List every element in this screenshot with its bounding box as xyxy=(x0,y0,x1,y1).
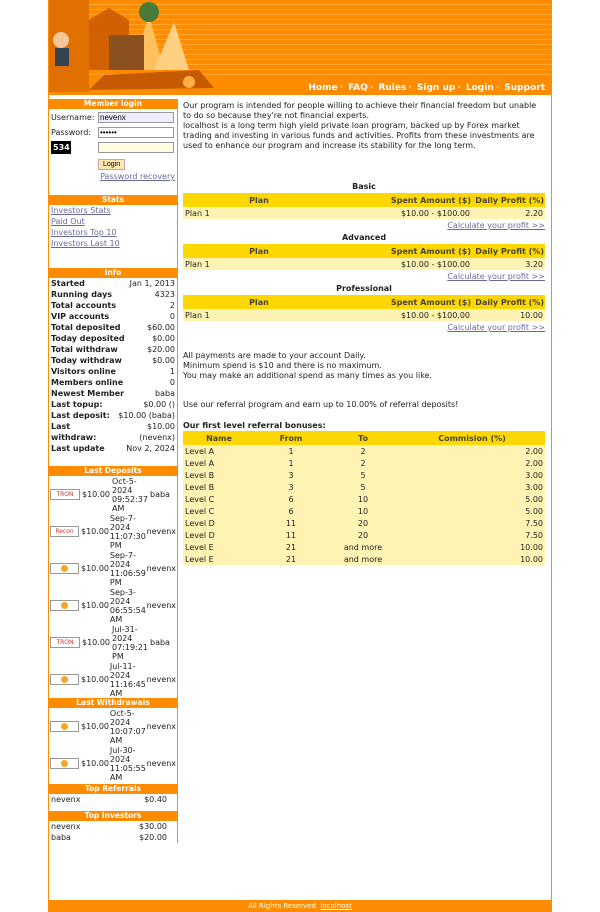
password-input[interactable] xyxy=(98,127,174,138)
nav-signup[interactable]: Sign up xyxy=(416,83,456,93)
top-investors-list xyxy=(49,821,177,843)
info-key: Members online xyxy=(51,378,124,387)
ref-col-name: Name xyxy=(183,431,255,445)
payment-method-icon xyxy=(50,721,79,732)
nav-rules[interactable]: Rules xyxy=(378,83,407,93)
referral-row xyxy=(183,517,545,529)
ref-from: 21 xyxy=(255,541,327,553)
captcha-input[interactable] xyxy=(98,142,174,153)
stats-links xyxy=(49,205,177,249)
ref-to: 2 xyxy=(327,457,399,469)
plan-profit: 3.20 xyxy=(472,258,545,270)
transaction-user: nevenx xyxy=(146,675,177,684)
ref-level: Level B xyxy=(183,469,255,481)
payment-method-icon: TRON xyxy=(50,637,80,648)
transaction-amount: $10.00 xyxy=(81,759,109,768)
nav-faq[interactable]: FAQ xyxy=(348,83,368,93)
plan-col-header: Daily Profit (%) xyxy=(472,244,545,258)
ref-level: Level A xyxy=(183,445,255,457)
sidebar xyxy=(49,99,178,843)
info-value: 4323 xyxy=(154,290,175,299)
transaction-row xyxy=(49,587,177,624)
payment-method-icon: TRON xyxy=(50,489,80,500)
ref-commission: 7.50 xyxy=(399,529,545,541)
info-key: Today deposited xyxy=(51,334,125,343)
coin-icon xyxy=(61,723,68,730)
paid-out-link[interactable]: Paid Out xyxy=(51,217,85,226)
password-recovery-link[interactable]: Password recovery xyxy=(100,172,175,181)
ref-to: 10 xyxy=(327,505,399,517)
plan-col-header: Spent Amount ($) xyxy=(335,193,472,207)
plan-name: Plan 1 xyxy=(183,207,335,219)
referral-row xyxy=(183,529,545,541)
plan-table xyxy=(183,295,545,321)
transaction-date: Sep-7-2024 11:06:59 PM xyxy=(109,550,146,587)
plan-row xyxy=(183,207,545,219)
info-row xyxy=(49,322,177,333)
plan-col-header: Spent Amount ($) xyxy=(335,295,472,309)
plan-col-header: Daily Profit (%) xyxy=(472,193,545,207)
payment-line-1: All payments are made to your account Daily. xyxy=(183,351,366,360)
transaction-amount: $10.00 xyxy=(81,601,109,610)
footer-text: All Rights Reserved. xyxy=(248,902,319,910)
plan-name: Plan 1 xyxy=(183,309,335,321)
info-value: Nov 2, 2024 xyxy=(126,444,175,453)
top-amount: $30.00 xyxy=(139,822,167,831)
transaction-date: Sep-3-2024 06:55:54 AM xyxy=(109,587,146,624)
transaction-date: Oct-5-2024 10:07:07 AM xyxy=(109,708,146,745)
header-logo-graphic xyxy=(49,0,219,92)
transaction-date: Oct-5-2024 09:52:37 AM xyxy=(112,476,148,513)
info-row xyxy=(49,355,177,366)
info-row xyxy=(49,289,177,300)
info-row xyxy=(49,333,177,344)
ref-level: Level E xyxy=(183,541,255,553)
info-row xyxy=(49,399,177,410)
info-row xyxy=(49,300,177,311)
calculate-profit-link[interactable]: Calculate your profit >> xyxy=(447,221,545,230)
transaction-date: Jul-30-2024 11:05:55 AM xyxy=(109,745,146,782)
plan-title: Professional xyxy=(336,284,392,293)
page xyxy=(48,0,552,912)
ref-from: 11 xyxy=(255,529,327,541)
investors-top10-link[interactable]: Investors Top 10 xyxy=(51,228,117,237)
ref-commission: 10.00 xyxy=(399,553,545,565)
info-key: Visitors online xyxy=(51,367,116,376)
transaction-amount: $10.00 xyxy=(81,564,109,573)
transaction-row xyxy=(49,745,177,782)
payment-line-2: Minimum spend is $10 and there is no maximum. xyxy=(183,361,382,370)
transaction-row xyxy=(49,708,177,745)
nav-home[interactable]: Home xyxy=(308,83,338,93)
plan-amount: $10.00 - $100.00 xyxy=(335,309,472,321)
ref-to: 20 xyxy=(327,517,399,529)
payment-line-3: You may make an additional spend as many times as you like. xyxy=(183,371,433,380)
info-value: $0.00 xyxy=(152,334,175,343)
login-button[interactable]: Login xyxy=(98,159,125,170)
captcha-image: 534 xyxy=(53,143,70,152)
payment-method-icon xyxy=(50,674,79,685)
top-row xyxy=(49,794,177,805)
ref-to: and more xyxy=(327,541,399,553)
top-amount: $20.00 xyxy=(139,833,167,842)
coin-icon xyxy=(61,676,68,683)
ref-col-commission: Commision (%) xyxy=(399,431,545,445)
plan-row xyxy=(183,309,545,321)
referral-row xyxy=(183,493,545,505)
plan-row xyxy=(183,258,545,270)
transaction-row xyxy=(49,476,177,513)
transaction-row xyxy=(49,624,177,661)
ref-from: 21 xyxy=(255,553,327,565)
referral-row xyxy=(183,457,545,469)
info-value: 0 xyxy=(169,312,175,321)
info-value: Jan 1, 2013 xyxy=(129,279,175,288)
plan-title: Advanced xyxy=(341,233,387,242)
info-value: $10.00 (nevenx) xyxy=(139,422,175,442)
top-referrals-list xyxy=(49,794,177,805)
last-deposits-list xyxy=(49,476,177,698)
info-key: Total withdraw xyxy=(51,345,118,354)
footer xyxy=(49,900,551,912)
info-value: baba xyxy=(155,389,175,398)
transaction-row xyxy=(49,550,177,587)
plan-col-header: Daily Profit (%) xyxy=(472,295,545,309)
last-withdrawals-list xyxy=(49,708,177,782)
ref-level: Level A xyxy=(183,457,255,469)
info-title: Info xyxy=(49,268,177,278)
referral-program-text: Use our referral program and earn up to 10.00% of referral deposits! xyxy=(183,400,459,409)
info-row xyxy=(49,388,177,399)
info-key: Newest Member xyxy=(51,389,125,398)
top-name: baba xyxy=(51,833,71,842)
payment-method-icon xyxy=(50,563,79,574)
investors-stats-link[interactable]: Investors Stats xyxy=(51,206,111,215)
info-value: $0.00 xyxy=(152,356,175,365)
ref-to: and more xyxy=(327,553,399,565)
payment-method-icon xyxy=(50,758,79,769)
info-row xyxy=(49,410,177,421)
referral-row xyxy=(183,481,545,493)
ref-from: 6 xyxy=(255,493,327,505)
ref-from: 11 xyxy=(255,517,327,529)
top-name: nevenx xyxy=(51,822,81,831)
referral-row xyxy=(183,469,545,481)
username-input[interactable] xyxy=(98,112,174,123)
info-value: $0.00 () xyxy=(143,400,175,409)
referral-row xyxy=(183,445,545,457)
info-key: Started xyxy=(51,279,85,288)
top-amount: $0.40 xyxy=(144,795,167,804)
ref-to: 10 xyxy=(327,493,399,505)
top-row xyxy=(49,832,177,843)
top-name: nevenx xyxy=(51,795,81,804)
plan-table xyxy=(183,244,545,270)
info-key: Last topup: xyxy=(51,400,103,409)
ref-from: 1 xyxy=(255,457,327,469)
calculate-profit-link[interactable]: Calculate your profit >> xyxy=(447,323,545,332)
stats-title: Stats xyxy=(49,195,177,205)
top-investors-title: Top Investors xyxy=(49,811,177,821)
transaction-amount: $10.00 xyxy=(82,490,110,499)
ref-from: 3 xyxy=(255,469,327,481)
ref-commission: 5.00 xyxy=(399,493,545,505)
ref-from: 3 xyxy=(255,481,327,493)
plan-name: Plan 1 xyxy=(183,258,335,270)
ref-from: 6 xyxy=(255,505,327,517)
ref-from: 1 xyxy=(255,445,327,457)
intro-text: Our program is intended for people willing to achieve their financial freedom but unable to do so because they're not financial experts. xyxy=(183,101,537,120)
plans-section xyxy=(183,181,545,334)
info-row xyxy=(49,278,177,289)
password-label: Password: xyxy=(51,128,92,137)
plan-col-header: Plan xyxy=(183,244,335,258)
ref-commission: 7.50 xyxy=(399,517,545,529)
plan-col-header: Plan xyxy=(183,193,335,207)
transaction-amount: $10.00 xyxy=(81,527,109,536)
info-row xyxy=(49,366,177,377)
top-row xyxy=(49,821,177,832)
info-value: 0 xyxy=(169,378,175,387)
info-row xyxy=(49,344,177,355)
info-row xyxy=(49,421,177,443)
username-label: Username: xyxy=(51,113,95,122)
info-key: Total deposited xyxy=(51,323,121,332)
info-list xyxy=(49,278,177,454)
coin-icon xyxy=(61,565,68,572)
info-key: Last deposit: xyxy=(51,411,110,420)
referral-table xyxy=(183,431,545,565)
transaction-user: baba xyxy=(150,638,170,647)
transaction-date: Sep-7-2024 11:07:30 PM xyxy=(109,513,146,550)
intro-text-2: localhost is a long term high yield private loan program, backed up by Forex market trading and investing in various funds and activities. Profits from these investments are used to enhance our program and increase its stability for the long term. xyxy=(183,121,535,150)
ref-level: Level C xyxy=(183,493,255,505)
last-deposits-title: Last Deposits xyxy=(49,466,177,476)
last-withdrawals-title: Last Withdrawals xyxy=(49,698,177,708)
info-value: $20.00 xyxy=(147,345,175,354)
coin-icon xyxy=(61,760,68,767)
plan-title: Basic xyxy=(352,182,376,191)
ref-level: Level E xyxy=(183,553,255,565)
referral-row xyxy=(183,505,545,517)
info-key: Total accounts xyxy=(51,301,116,310)
plan-profit: 2.20 xyxy=(472,207,545,219)
info-value: $60.00 xyxy=(147,323,175,332)
transaction-amount: $10.00 xyxy=(82,638,110,647)
ref-commission: 10.00 xyxy=(399,541,545,553)
ref-to: 2 xyxy=(327,445,399,457)
transaction-user: nevenx xyxy=(146,564,177,573)
header xyxy=(49,0,551,95)
transaction-user: baba xyxy=(150,490,170,499)
ref-commission: 2.00 xyxy=(399,457,545,469)
info-row xyxy=(49,443,177,454)
info-key: Last withdraw: xyxy=(51,422,97,442)
info-value: 2 xyxy=(169,301,175,310)
calculate-profit-link[interactable]: Calculate your profit >> xyxy=(447,272,545,281)
referral-row xyxy=(183,541,545,553)
info-key: Running days xyxy=(51,290,113,299)
info-key: VIP accounts xyxy=(51,312,110,321)
ref-level: Level C xyxy=(183,505,255,517)
ref-col-to: To xyxy=(327,431,399,445)
transaction-row xyxy=(49,661,177,698)
plan-col-header: Spent Amount ($) xyxy=(335,244,472,258)
nav-login[interactable]: Login xyxy=(465,83,494,93)
payment-method-icon: Recon xyxy=(50,526,79,537)
ref-commission: 5.00 xyxy=(399,505,545,517)
info-value: 1 xyxy=(169,367,175,376)
transaction-row xyxy=(49,513,177,550)
footer-link[interactable]: localhost xyxy=(320,902,352,910)
payment-method-icon xyxy=(50,600,79,611)
info-value: $10.00 (baba) xyxy=(118,411,175,420)
plan-profit: 10.00 xyxy=(472,309,545,321)
info-row xyxy=(49,311,177,322)
ref-to: 5 xyxy=(327,481,399,493)
coin-icon xyxy=(61,602,68,609)
plan-col-header: Plan xyxy=(183,295,335,309)
top-nav: Home · FAQ · Rules · Sign up · Login · Support xyxy=(308,83,545,93)
login-box-title: Member login xyxy=(49,99,177,109)
referral-bonuses-title: Our first level referral bonuses: xyxy=(183,421,326,430)
ref-level: Level D xyxy=(183,529,255,541)
nav-support[interactable]: Support xyxy=(504,83,545,93)
ref-level: Level B xyxy=(183,481,255,493)
ref-level: Level D xyxy=(183,517,255,529)
transaction-date: Jul-31-2024 07:19:21 PM xyxy=(112,624,148,661)
info-key: Last update xyxy=(51,444,105,453)
ref-to: 5 xyxy=(327,469,399,481)
plan-amount: $10.00 - $100.00 xyxy=(335,258,472,270)
ref-commission: 3.00 xyxy=(399,469,545,481)
transaction-amount: $10.00 xyxy=(81,722,109,731)
transaction-amount: $10.00 xyxy=(81,675,109,684)
top-referrals-title: Top Referrals xyxy=(49,784,177,794)
transaction-user: nevenx xyxy=(146,601,177,610)
login-form xyxy=(49,109,177,185)
ref-col-from: From xyxy=(255,431,327,445)
info-key: Today withdraw xyxy=(51,356,122,365)
plan-table xyxy=(183,193,545,219)
plan-amount: $10.00 - $100.00 xyxy=(335,207,472,219)
investors-last10-link[interactable]: Investors Last 10 xyxy=(51,239,120,248)
transaction-user: nevenx xyxy=(146,527,177,536)
main-content xyxy=(183,101,545,565)
ref-commission: 3.00 xyxy=(399,481,545,493)
ref-commission: 2.00 xyxy=(399,445,545,457)
transaction-date: Jul-11-2024 11:16:45 AM xyxy=(109,661,146,698)
ref-to: 20 xyxy=(327,529,399,541)
transaction-user: nevenx xyxy=(146,759,177,768)
transaction-user: nevenx xyxy=(146,722,177,731)
referral-row xyxy=(183,553,545,565)
info-row xyxy=(49,377,177,388)
